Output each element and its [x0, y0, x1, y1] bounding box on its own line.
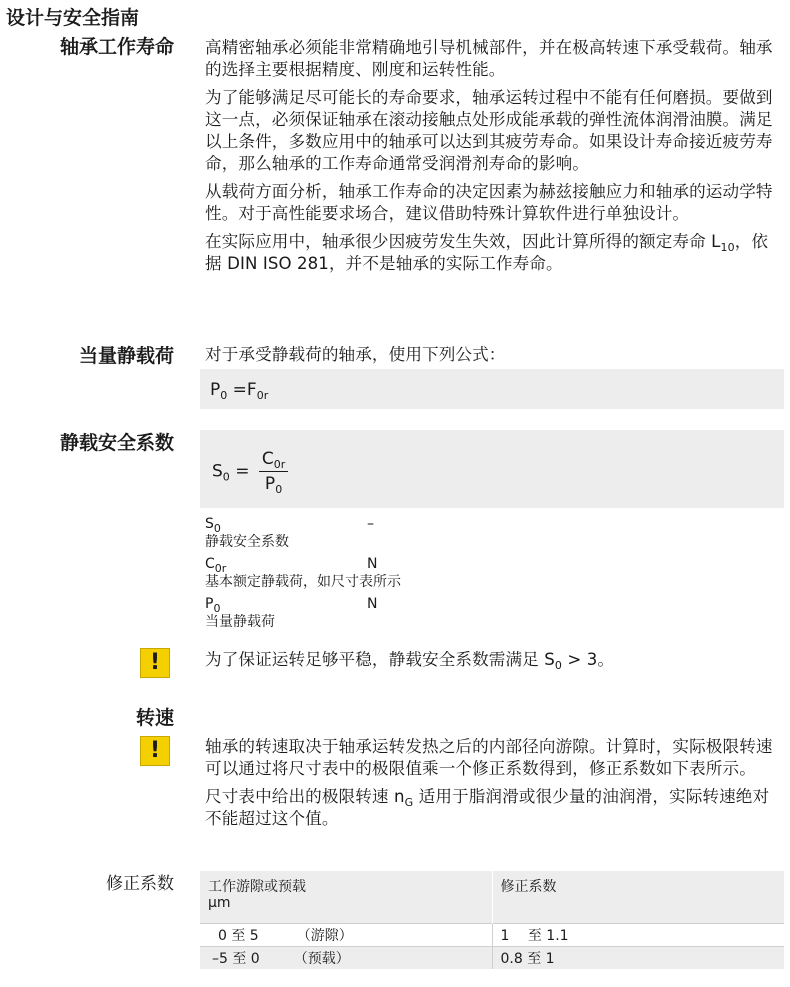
- table-cell-factor: 0.8 至 1: [492, 947, 784, 970]
- page-title: 设计与安全指南: [6, 7, 140, 29]
- cell-range: 0 至 5: [218, 928, 259, 944]
- cell-range: –5 至 0: [212, 951, 260, 967]
- speed-paragraph-2: [205, 786, 783, 830]
- formula-safety-lhs-sub: 0: [222, 470, 230, 484]
- denominator-sub: 0: [275, 483, 283, 496]
- heading-equivalent-static-load: 当量静载荷: [78, 345, 174, 367]
- legend-symbol: $S_0$: [205, 516, 221, 535]
- legend-description: 基本额定静载荷，如尺寸表所示: [205, 574, 401, 590]
- formula-equiv-rhs: F: [246, 380, 257, 400]
- warning-part-a: 为了保证运转足够平稳，静载安全系数需满足 S: [205, 650, 555, 669]
- speed-p2-part-b: 适用于脂润滑或很少量的油润滑，实际转速绝对不能超过这个值。: [205, 787, 770, 828]
- formula-box-equiv: [200, 369, 784, 409]
- heading-speed: 转速: [135, 707, 174, 729]
- legend-description: 当量静载荷: [205, 614, 275, 630]
- legend-unit: N: [367, 556, 378, 572]
- warning-icon: [140, 648, 170, 678]
- cell-type: （预载）: [293, 951, 350, 967]
- formula-equiv: [210, 380, 268, 400]
- warning-safety-text: [205, 649, 783, 671]
- table-cell-clearance: [200, 924, 492, 947]
- table-header-factor: 修正系数: [492, 871, 784, 924]
- table-row: [200, 947, 784, 970]
- life-paragraph-1: 高精密轴承必须能非常精确地引导机械部件，并在极高转速下承受载荷。轴承的选择主要根据精度、刚度和运转性能。: [205, 38, 773, 79]
- legend-description: 静载安全系数: [205, 534, 289, 550]
- heading-correction-factor: 修正系数: [106, 874, 174, 894]
- header-clearance-unit: μm: [208, 895, 231, 911]
- table-cell-clearance: [200, 947, 492, 970]
- legend-symbol: $P_0$: [205, 596, 221, 615]
- warning-icon: [140, 736, 170, 766]
- legend-unit: –: [367, 516, 374, 532]
- formula-safety-fraction: [259, 448, 288, 495]
- legend-unit: N: [367, 596, 378, 612]
- heading-static-safety-factor: 静载安全系数: [59, 432, 174, 454]
- formula-legend: [205, 516, 505, 632]
- table-cell-factor: 1 至 1.1: [492, 924, 784, 947]
- warning-symbol: !: [149, 650, 161, 675]
- life-paragraph-2: 为了能够满足尽可能长的寿命要求，轴承运转过程中不能有任何磨损。要做到这一点，必须保证轴承在滚动接触点处形成能承载的弹性流体润滑油膜。满足以上条件，多数应用中的轴承可以达到其疲劳寿命。如果设计寿命接近疲劳寿命，那么轴承的工作寿命通常受润滑剂寿命的影响。: [205, 88, 773, 173]
- heading-bearing-life: 轴承工作寿命: [59, 36, 174, 58]
- correction-factor-table: [200, 871, 784, 969]
- formula-equiv-rhs-sub: 0r: [256, 389, 269, 402]
- formula-safety-numerator: [259, 448, 288, 472]
- speed-p2-part-a: 尺寸表中给出的极限转速 n: [205, 787, 405, 806]
- warning-subscript: 0: [554, 659, 562, 672]
- life-p4-part-b: ，依据 DIN ISO 281，并不是轴承的实际工作寿命。: [205, 232, 769, 273]
- speed-text: [205, 736, 783, 836]
- life-paragraph-4: [205, 231, 783, 275]
- table-header-clearance: [200, 871, 492, 924]
- life-p4-part-a: 在实际应用中，轴承很少因疲劳发生失效，因此计算所得的额定寿命 L: [205, 232, 721, 251]
- warning-symbol: !: [149, 738, 161, 763]
- formula-safety-lhs: S: [212, 461, 223, 482]
- denominator-symbol: P: [264, 474, 276, 494]
- numerator-symbol: C: [261, 449, 274, 469]
- formula-equiv-eq: =: [232, 380, 247, 400]
- equiv-intro: 对于承受静载荷的轴承，使用下列公式：: [205, 345, 506, 364]
- formula-equiv-lhs-sub: 0: [220, 389, 228, 402]
- warning-part-b: > 3。: [562, 650, 615, 669]
- life-paragraph-3: 从载荷方面分析，轴承工作寿命的决定因素为赫兹接触应力和轴承的运动学特性。对于高性能要求场合，建议借助特殊计算软件进行单独设计。: [205, 182, 773, 223]
- cell-type: （游隙）: [296, 928, 353, 944]
- formula-safety-denominator: [259, 472, 288, 495]
- numerator-sub: 0r: [273, 458, 286, 471]
- life-text: [205, 37, 783, 281]
- legend-symbol: $C_{0r}$: [205, 556, 227, 575]
- formula-safety-eq: =: [235, 461, 250, 482]
- speed-p2-subscript: G: [404, 796, 414, 809]
- life-p4-subscript: 10: [720, 241, 735, 254]
- formula-equiv-lhs: P: [210, 380, 221, 400]
- formula-box-safety: [200, 430, 784, 508]
- header-clearance-label: 工作游隙或预载: [208, 879, 306, 895]
- table-header-row: [200, 871, 784, 924]
- formula-safety: [212, 448, 288, 495]
- table-row: [200, 924, 784, 947]
- speed-paragraph-1: 轴承的转速取决于轴承运转发热之后的内部径向游隙。计算时，实际极限转速可以通过将尺寸表中的极限值乘一个修正系数得到，修正系数如下表所示。: [205, 737, 773, 778]
